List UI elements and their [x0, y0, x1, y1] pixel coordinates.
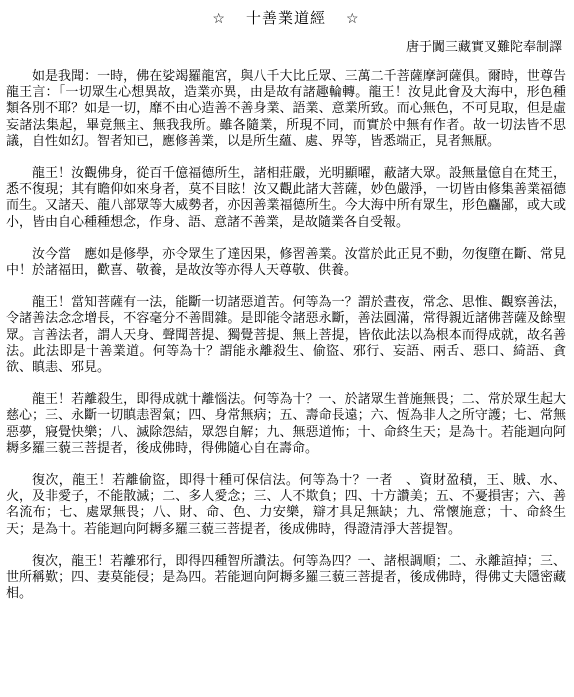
paragraph-2: 龍王！汝觀佛身，從百千億福德所生，諸相莊嚴，光明顯曜，蔽諸大眾。設無量億自在梵王，悉不復現；其有瞻仰如來身者，莫不目眩！汝又觀此諸大菩薩，妙色嚴淨，一切皆由修集善業福德而生。又諸天、龍八部眾等大威勢者，亦因善業福德所生。今大海中所有眾生，形色麤鄙，或大或小，皆由自心種種想念，作身、語、意諸不善業，是故隨業各自受報。 — [6, 166, 566, 230]
paragraph-1: 如是我聞：一時，佛在娑竭羅龍宮，與八千大比丘眾、三萬二千菩薩摩訶薩俱。爾時，世尊告龍王言：「一切眾生心想異故，造業亦異，由是故有諸趣輪轉。龍王！汝見此會及大海中，形色種類各別不耶？如是一切，靡不由心造善不善身業、語業、意業所致。而心無色，不可見取，但是虛妄諸法集起，畢竟無主、無我我所。雖各隨業，所現不同，而實於中無有作者。故一切法皆不思議，自性如幻。智者知已，應修善業，以是所生蘊、處、界等，皆悉端正，見者無厭。 — [6, 69, 566, 149]
paragraph-6: 復次，龍王！若離偷盜，即得十種可保信法。何等為十？一者 、資財盈積，王、賊、水、火，及非愛子，不能散滅；二、多人愛念；三、人不欺負；四、十方讚美；五、不憂損害；六、善名流布；七、處眾無畏；八、財、命、色、力安樂，辯才具足無缺；九、常懷施意；十、命終生天；是為十。若能迴向阿耨多羅三藐三菩提者，後成佛時，得證清淨大菩提智。 — [6, 473, 566, 537]
sutra-title: 十善業道經 — [245, 9, 326, 27]
translator-credit: 唐于闐三藏實叉難陀奉制譯 — [405, 40, 562, 55]
paragraph-4: 龍王！當知菩薩有一法，能斷一切諸惡道苦。何等為一？謂於晝夜，常念、思惟、觀察善法，令諸善法念念增長，不容毫分不善間雜。是即能令諸惡永斷，善法圓滿，常得親近諸佛菩薩及餘聖眾。言善法者，謂人天身、聲聞菩提、獨覺菩提、無上菩提，皆依此法以為根本而得成就，故名善法。此法即是十善業道。何等為十？謂能永離殺生、偷盜、邪行、妄語、兩舌、惡口、綺語、貪欲、瞋恚、邪見。 — [6, 295, 566, 376]
paragraph-7: 復次，龍王！若離邪行，即得四種智所讚法。何等為四？一、諸根調順；二、永離諠掉；三、世所稱歎；四、妻莫能侵；是為四。若能迴向阿耨多羅三藐三菩提者，後成佛時，得佛丈夫隱密藏相。 — [6, 553, 566, 602]
paragraph-5: 龍王！若離殺生，即得成就十離惱法。何等為十？一、於諸眾生普施無畏；二、常於眾生起大慈心；三、永斷一切瞋恚習氣；四、身常無病；五、壽命長遠；六、恆為非人之所守護；七、常無惡夢，寢覺快樂；八、滅除怨結，眾怨自解；九、無惡道怖；十、命終生天；是為十。若能迴向阿耨多羅三藐三菩提者，後成佛時，得佛隨心自在壽命。 — [6, 392, 566, 456]
star-right-icon: ☆ — [346, 11, 360, 27]
star-left-icon: ☆ — [212, 11, 226, 27]
paragraph-3: 汝今當 應如是修學，亦令眾生了達因果，修習善業。汝當於此正見不動，勿復墮在斷、常見中！於諸福田，歡喜、敬養，是故汝等亦得人天尊敬、供養。 — [6, 246, 566, 279]
document-page — [0, 7, 574, 697]
sutra-title-line — [6, 7, 566, 29]
